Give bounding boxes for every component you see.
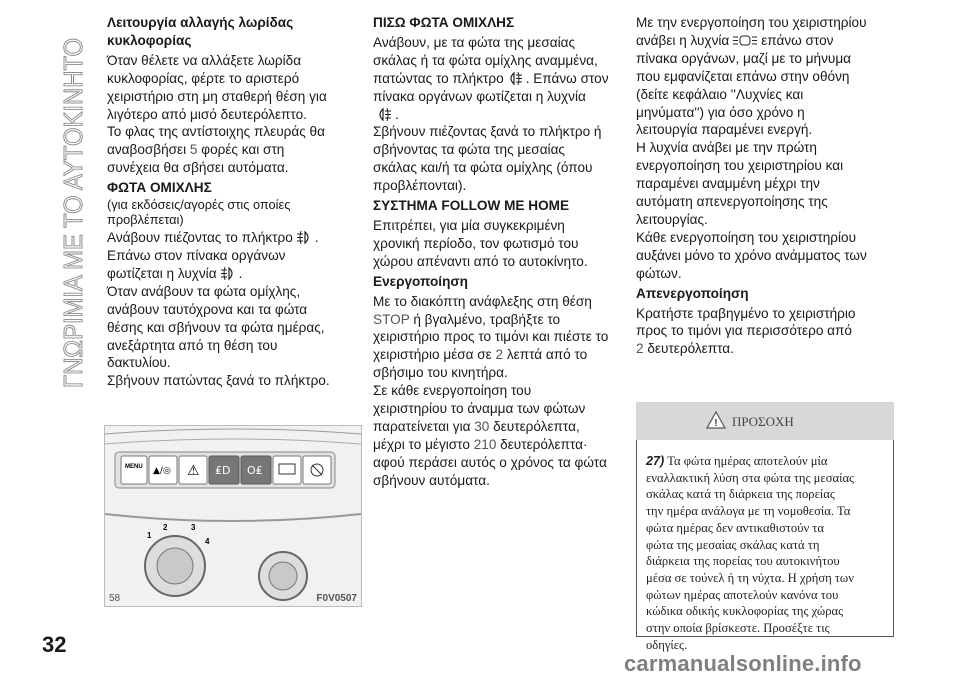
text-run: δευτερόλεπτα· bbox=[500, 436, 588, 452]
text-line: προβλέπονται). bbox=[373, 178, 467, 194]
text-run: αναβοσβήσει bbox=[107, 142, 187, 158]
text-run: 5 bbox=[189, 142, 198, 158]
page-number: 32 bbox=[42, 632, 67, 657]
watermark: carmanualsonline.info bbox=[624, 651, 862, 676]
text-line: φώτων ημέρας αποτελούν κανόνα του bbox=[646, 587, 839, 602]
follow-me-home-icon bbox=[729, 33, 761, 48]
text-line: πίνακα οργάνων φωτίζεται η λυχνία bbox=[373, 88, 586, 104]
menu-button-label: MENU bbox=[125, 464, 143, 470]
text-line: χειριστηρίου το άναμμα των φώτων bbox=[373, 401, 586, 417]
svg-text:▲/◎: ▲/◎ bbox=[153, 466, 171, 476]
rear-fog-icon bbox=[373, 107, 395, 122]
text-line: αφού περάσει αυτός ο χρόνος τα φώτα bbox=[373, 454, 607, 470]
knob-label: 2 bbox=[163, 523, 168, 532]
text-line: αυξάνει μόνο το χρόνο ανάμματος των bbox=[636, 247, 867, 263]
svg-text:O₤: O₤ bbox=[247, 464, 263, 477]
text-line: την ημέρα ανάλογα με τη νομοθεσία. Τα bbox=[646, 504, 851, 519]
heading-follow-me-home: ΣΥΣΤΗΜΑ FOLLOW ME HOME bbox=[373, 198, 570, 214]
heading-activation: Ενεργοποίηση bbox=[373, 273, 468, 289]
text-run: STOP bbox=[373, 311, 410, 327]
text-line: Επιτρέπει, για μία συγκεκριμένη bbox=[373, 217, 565, 233]
text-run: πατώντας το πλήκτρο bbox=[373, 70, 504, 86]
text-line: Σβήνουν πατώντας ξανά το πλήκτρο. bbox=[107, 373, 330, 389]
heading-deactivation: Απενεργοποίηση bbox=[636, 285, 749, 301]
column-2 bbox=[373, 14, 629, 492]
svg-text:₤D: ₤D bbox=[215, 464, 231, 477]
text-line: σβήνοντας τα φώτα της μεσαίας bbox=[373, 142, 565, 158]
text-line: σκάλας και/ή τα φώτα ομίχλης (όπου bbox=[373, 160, 593, 176]
text-line: που εμφανίζεται επάνω στην οθόνη bbox=[636, 68, 850, 84]
text-run: μέχρι το μέγιστο bbox=[373, 436, 470, 452]
text-run: . bbox=[314, 230, 319, 246]
heading-fog-lights: ΦΩΤΑ ΟΜΙΧΛΗΣ bbox=[107, 180, 212, 196]
text-line: σκάλας κατά τη διάρκεια της πορείας bbox=[646, 487, 835, 502]
text-line: φώτα ημέρας δεν αντικαθιστούν τα bbox=[646, 520, 824, 535]
para-rear-fog bbox=[373, 34, 629, 195]
heading-lane-change: Λειτουργία αλλαγής λωρίδας κυκλοφορίας bbox=[107, 15, 294, 48]
text-line: προς το τιμόνι για περισσότερο από bbox=[636, 323, 852, 339]
text-line: εναλλακτική λύση στα φώτα της μεσαίας bbox=[646, 470, 855, 485]
text-line: χειριστήριο στη μη σταθερή θέση για bbox=[107, 88, 327, 104]
warning-number: 27) bbox=[646, 454, 665, 468]
text-line: παραμένει αναμμένη μέχρι την bbox=[636, 176, 820, 192]
warning-text bbox=[646, 453, 886, 653]
text-line: φώτων. bbox=[636, 265, 682, 281]
text-line: δακτυλίου. bbox=[107, 355, 171, 371]
text-run: λεπτά από το bbox=[506, 347, 588, 363]
text-run: δευτερόλεπτα. bbox=[647, 341, 734, 357]
text-run: φωτίζεται η λυχνία bbox=[107, 265, 217, 281]
text-line: θέσης και σβήνουν τα φώτα ημέρας, bbox=[107, 319, 325, 335]
para-fog-lights bbox=[107, 179, 359, 227]
para-deactivation bbox=[636, 305, 894, 359]
text-line: Όταν ανάβουν τα φώτα ομίχλης, bbox=[107, 283, 301, 299]
para-indicator bbox=[636, 14, 894, 283]
text-line: Όταν θέλετε να αλλάξετε λωρίδα bbox=[107, 52, 302, 68]
text-run: Τα φώτα ημέρας αποτελούν μία bbox=[667, 454, 828, 468]
para-activation bbox=[373, 293, 629, 490]
knob-label: 4 bbox=[205, 537, 210, 546]
text-run: προβλέπεται) bbox=[107, 212, 184, 228]
text-run: 30 bbox=[474, 418, 490, 434]
text-line: διάρκεια της πορείας του αυτοκινήτου bbox=[646, 554, 840, 569]
text-run: επάνω στον bbox=[761, 32, 834, 48]
text-line: μηνύματα'') για όσο χρόνο η bbox=[636, 104, 805, 120]
heading-rear-fog: ΠΙΣΩ ΦΩΤΑ ΟΜΙΧΛΗΣ bbox=[373, 15, 515, 30]
text-line: κώδικα οδικής κυκλοφορίας της χώρας bbox=[646, 604, 844, 619]
text-run: . bbox=[238, 265, 243, 281]
text-run: χειριστήριο μέσα σε bbox=[373, 347, 492, 363]
text-line: Επάνω στον πίνακα οργάνων bbox=[107, 247, 286, 263]
figure-code: F0V0507 bbox=[316, 593, 357, 604]
text-line: Κάθε ενεργοποίηση του χειριστηρίου bbox=[636, 229, 857, 245]
text-line: χώρου απέναντι από το αυτοκίνητο. bbox=[373, 253, 588, 269]
control-panel-illustration bbox=[105, 426, 361, 606]
text-line: ανεξάρτητα από τη θέση του bbox=[107, 337, 278, 353]
text-run: . bbox=[395, 106, 399, 122]
text-line: χειριστήριο προς το τιμόνι και πιέστε το bbox=[373, 329, 609, 345]
text-line: (για εκδόσεις/αγορές στις οποίες bbox=[107, 197, 291, 213]
front-fog-icon bbox=[293, 230, 315, 245]
text-line: Το φλας της αντίστοιχης πλευράς θα bbox=[107, 124, 325, 140]
text-line: κυκλοφορίας, φέρτε το αριστερό bbox=[107, 70, 300, 86]
text-run: Ανάβουν πιέζοντας το πλήκτρο bbox=[107, 230, 293, 246]
text-run: . Επάνω στον bbox=[525, 70, 609, 86]
text-line: Σε κάθε ενεργοποίηση του bbox=[373, 383, 532, 399]
text-line: στην οποία βρίσκεστε. Προσέξτε τις bbox=[646, 621, 830, 636]
text-line: πίνακα οργάνων, μαζί με το μήνυμα bbox=[636, 50, 852, 66]
fog-subtitle bbox=[107, 197, 359, 227]
text-line: (δείτε κεφάλαιο ''Λυχνίες και bbox=[636, 86, 804, 102]
svg-text:⚠: ⚠ bbox=[187, 463, 200, 479]
column-3 bbox=[636, 14, 894, 360]
text-line: συνέχεια θα σβήσει αυτόματα. bbox=[107, 160, 289, 176]
para-follow-me bbox=[373, 217, 629, 271]
text-line: οδηγίες. bbox=[646, 637, 688, 652]
figure-number: 58 bbox=[109, 593, 121, 604]
text-line: Με το διακόπτη ανάφλεξης στη θέση bbox=[373, 293, 592, 309]
para-fog-usage bbox=[107, 229, 359, 390]
text-run: φορές και στη bbox=[201, 142, 285, 158]
text-line: Κρατήστε τραβηγμένο το χειριστήριο bbox=[636, 305, 856, 321]
text-line: ανάβουν ταυτόχρονα και τα φώτα bbox=[107, 301, 308, 317]
text-run: 2 bbox=[495, 347, 504, 363]
chapter-title: ΓΝΩΡΙΜΙΑ ΜΕ ΤΟ ΑΥΤΟΚΙΝΗΤΟ bbox=[58, 5, 88, 388]
para-lane-change bbox=[107, 52, 359, 177]
text-line: μέσα σε τούνελ ή τη νύχτα. Η χρήση των bbox=[646, 570, 854, 585]
warning-header bbox=[636, 402, 894, 440]
text-line: λειτουργία παραμένει ενεργή. bbox=[636, 122, 813, 138]
front-fog-icon bbox=[217, 266, 239, 281]
text-line: σκάλας ή τα φώτα ομίχλης αναμμένα, bbox=[373, 52, 598, 68]
text-line: φώτα της μεσαίας σκάλας κατά τη bbox=[646, 537, 820, 552]
text-line: ενεργοποίηση του χειριστηρίου και bbox=[636, 158, 844, 174]
text-line: Σβήνουν πιέζοντας ξανά το πλήκτρο ή bbox=[373, 124, 602, 140]
text-line: σβήσιμο του κινητήρα. bbox=[373, 365, 508, 381]
text-line: χρονική περίοδο, τον φωτισμό του bbox=[373, 235, 579, 251]
text-run: 210 bbox=[473, 436, 497, 452]
text-line: λειτουργίας. bbox=[636, 211, 708, 227]
text-line: σβήνουν αυτόματα. bbox=[373, 472, 490, 488]
rear-fog-icon bbox=[504, 71, 526, 86]
dashboard-control-figure bbox=[104, 425, 362, 607]
text-line: λιγότερο από μισό δευτερόλεπτο. bbox=[107, 106, 307, 122]
text-run: 2 bbox=[636, 341, 644, 357]
column-1 bbox=[107, 14, 359, 392]
text-run: παρατείνεται για bbox=[373, 418, 471, 434]
knob-label: 1 bbox=[147, 531, 152, 540]
text-run: ή βγαλμένο, τραβήξτε το bbox=[413, 311, 561, 327]
text-line: Η λυχνία ανάβει με την πρώτη bbox=[636, 140, 817, 156]
text-line: αυτόματη απενεργοποίησης της bbox=[636, 194, 828, 210]
knob-label: 3 bbox=[191, 523, 196, 532]
text-line: Ανάβουν, με τα φώτα της μεσαίας bbox=[373, 34, 576, 50]
warning-triangle-icon bbox=[706, 411, 726, 429]
text-line: Με την ενεργοποίηση του χειριστηρίου bbox=[636, 15, 867, 30]
svg-text:!: ! bbox=[714, 418, 718, 429]
text-run: δευτερόλεπτα, bbox=[493, 418, 580, 434]
text-run: ανάβει η λυχνία bbox=[636, 32, 730, 48]
warning-title: ΠΡΟΣΟΧΗ bbox=[732, 414, 794, 429]
chapter-sidebar bbox=[10, 5, 88, 400]
